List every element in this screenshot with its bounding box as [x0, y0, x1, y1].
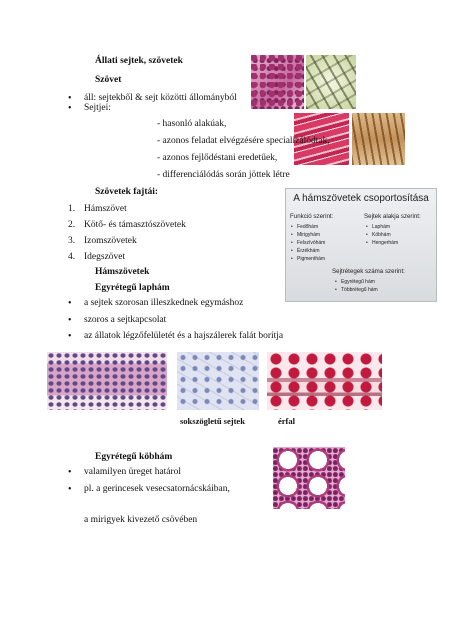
list-item: 4. Idegszövet — [68, 252, 126, 262]
shape-heading: Sejtek alakja szerint: — [364, 213, 421, 220]
list-item: • az állatok légzőfelületét és a hajszálerek falát borítja — [84, 331, 283, 342]
list-item: • Hengerhám — [366, 240, 398, 246]
list-item: • Többrétegű hám — [335, 287, 378, 293]
list-item: • Érzékhám — [291, 248, 320, 254]
list-item: - hasonló alakúak, — [157, 119, 227, 129]
list-item: • áll: sejtekből & sejt közötti állományból — [84, 93, 237, 104]
tissue-heading: Szövet — [95, 75, 122, 85]
list-item: • Laphám — [366, 224, 390, 230]
list-item: - azonos fejlődéstani eredetűek, — [157, 153, 278, 163]
polygonal-cells-micrograph — [177, 352, 259, 410]
list-item: • szoros a sejtkapcsolat — [84, 315, 166, 326]
caption-vessel-wall: érfal — [278, 416, 295, 426]
list-item: • Sejtjei: — [84, 103, 111, 114]
connective-tissue-micrograph — [306, 55, 356, 109]
nerve-tissue-micrograph — [352, 113, 405, 165]
list-item: - azonos feladat elvégzésére specializálódtak, — [157, 136, 330, 146]
list-item: 3. Izomszövetek — [68, 236, 137, 246]
squamous-epithelium-micrograph — [47, 352, 167, 410]
list-item: • Köbhám — [366, 232, 391, 238]
list-item: • Pigmenthám — [291, 256, 325, 262]
caption-polygonal-cells: sokszögletű sejtek — [180, 416, 245, 426]
list-item: 2. Kötő- és támasztószövetek — [68, 220, 186, 230]
list-item: • valamilyen üreget határol — [84, 467, 181, 478]
list-item: 1. Hámszövet — [68, 204, 127, 214]
list-item: • Felszívóhám — [291, 240, 325, 246]
cuboidal-heading: Egyrétegű köbhám — [95, 452, 173, 462]
page-title: Állati sejtek, szövetek — [95, 56, 183, 66]
list-item: a mirigyek kivezető csövében — [84, 515, 198, 525]
list-item: • pl. a gerincesek vesecsatornácskáiban, — [84, 484, 230, 495]
types-heading: Szövetek fajtái: — [95, 187, 159, 197]
list-item: • Mirigyhám — [291, 232, 320, 238]
layers-heading: Sejtrétegek száma szerint: — [332, 268, 405, 275]
vessel-wall-micrograph — [267, 352, 382, 410]
list-item: • Egyrétegű hám — [335, 279, 375, 285]
epithelium-heading: Hámszövetek — [95, 267, 150, 277]
panel-title: A hámszövetek csoportosítása — [293, 193, 429, 204]
epithelium-micrograph — [251, 55, 304, 109]
list-item: • a sejtek szorosan illeszkednek egymáshoz — [84, 298, 243, 309]
epithelium-classification-panel — [285, 188, 437, 302]
squamous-heading: Egyrétegű laphám — [95, 283, 170, 293]
cuboidal-epithelium-micrograph — [273, 447, 345, 509]
list-item: • Fedőhám — [291, 224, 318, 230]
function-heading: Funkció szerint: — [290, 213, 334, 220]
list-item: - differenciálódás során jöttek létre — [157, 170, 290, 180]
